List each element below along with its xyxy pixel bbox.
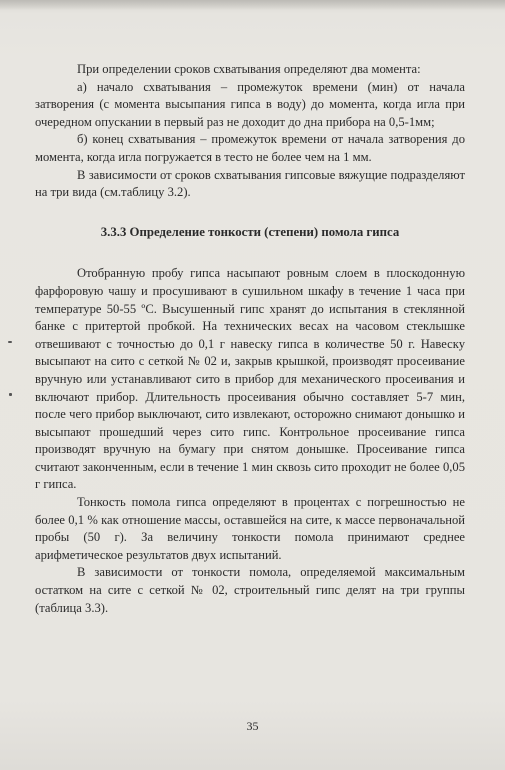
- page-number: 35: [246, 719, 259, 733]
- paragraph: В зависимости от сроков схватывания гипсовые вяжущие подразделяют на три вида (см.таблицу 3.2).: [35, 167, 465, 200]
- scan-speck: [9, 393, 12, 396]
- paragraph: Отобранную пробу гипса насыпают ровным слоем в плоскодонную фарфоровую чашу и просушивают в сушильном шкафу в течение 1 часа при температуре 50-55 ºС. Высушенный гипс хранят до испытания в стеклянной банке с притертой пробкой. На технических весах на часовом стеклышке отвешивают с точностью до 0,1 г навеску гипса в количестве 50 г. Навеску высыпают на сито с сеткой № 02 и, закрыв крышкой, производят просеивание вручную или устанавливают сито в прибор для механического просеивания и включают прибор. Длительность просеивания обычно составляет 5-7 мин, после чего прибор выключают, сито извлекают, осторожно снимают донышко и высыпают прошедший через сито гипс. Контрольное просеивание гипса производят вручную на бумагу при снятом донышке. Просеивание гипса считают законченным, если в течение 1 мин сквозь сито проходит не более 0,05 г гипса.: [35, 266, 465, 492]
- paragraph: б) конец схватывания – промежуток времени от начала затворения до момента, когда игла погружается в тесто не более чем на 1 мм.: [35, 132, 465, 164]
- section-heading: 3.3.3 Определение тонкости (степени) помола гипса: [100, 224, 400, 239]
- scan-speck: [8, 341, 12, 343]
- page-text: [35, 61, 465, 617]
- paragraph: При определении сроков схватывания определяют два момента:: [77, 62, 421, 76]
- paragraph: а) начало схватывания – промежуток времени (мин) от начала затворения (с момента высыпания гипса в воду) до момента, когда игла при очередном опускании в первый раз не доходит до дна прибора на 0,5-1мм;: [35, 79, 465, 129]
- paragraph: В зависимости от тонкости помола, определяемой максимальным остатком на сите с сеткой № 02, строительный гипс делят на три группы (таблица 3.3).: [35, 565, 465, 615]
- scan-edge-shadow: [0, 0, 505, 10]
- paragraph: Тонкость помола гипса определяют в процентах с погрешностью не более 0,1 % как отношение массы, оставшейся на сите, к массе первоначальной пробы (50 г). За величину тонкости помола принимают среднее арифметическое результатов двух испытаний.: [35, 495, 465, 562]
